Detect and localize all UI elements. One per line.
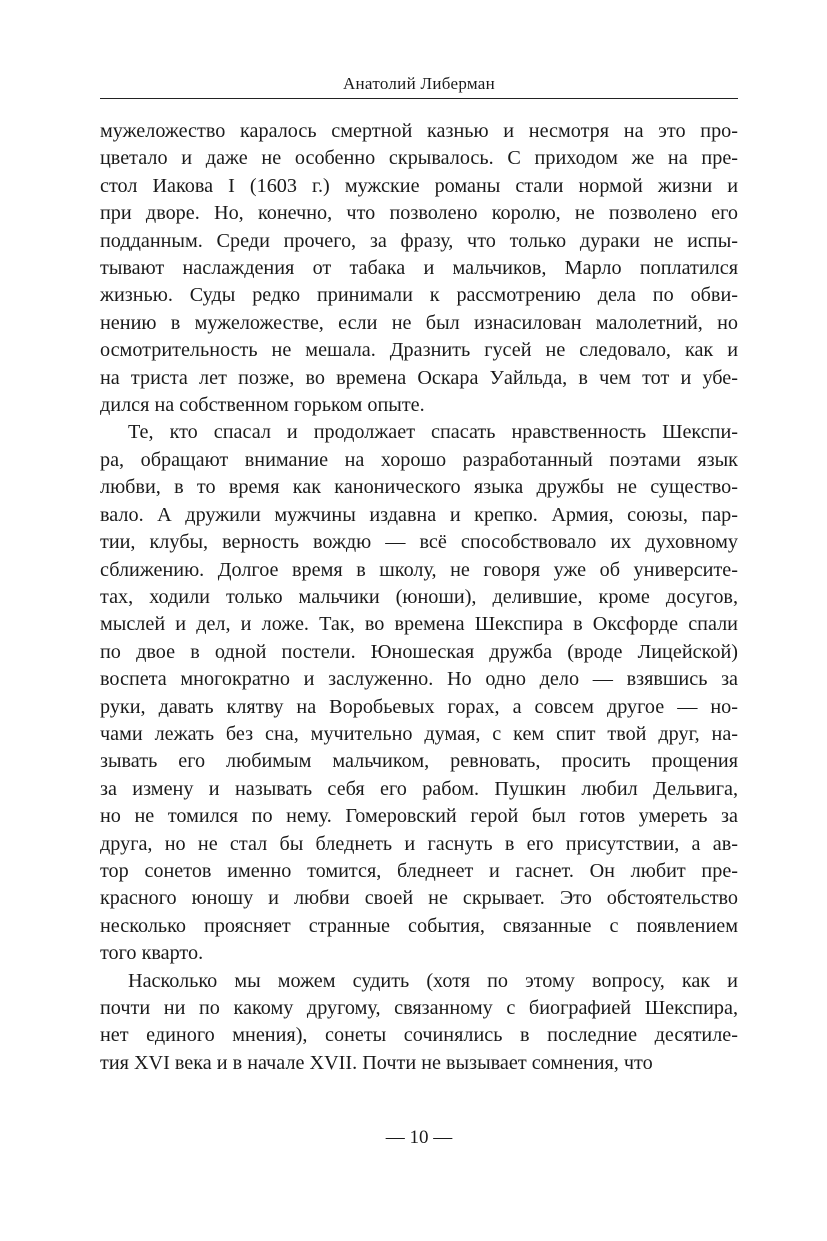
text-line: несколько проясняет странные события, связанные с появлением: [100, 914, 738, 937]
text-line: друга, но не стал бы бледнеть и гаснуть в его присутствии, а ав-: [100, 832, 738, 855]
text-line: любви, в то время как канонического языка дружбы не существо-: [100, 476, 738, 499]
text-line: того кварто.: [100, 942, 204, 965]
text-line: тах, ходили только мальчики (юноши), делившие, кроме досугов,: [100, 585, 738, 608]
text-line: по двое в одной постели. Юношеская дружба (вроде Лицейской): [100, 640, 738, 663]
text-line: стол Иакова I (1603 г.) мужские романы стали нормой жизни и: [100, 174, 738, 197]
text-line: сближению. Долгое время в школу, не говоря уже об университе-: [100, 558, 738, 581]
paragraph: [100, 118, 738, 419]
text-line: но не томился по нему. Гомеровский герой был готов умереть за: [100, 805, 738, 828]
text-line: тия XVI века и в начале XVII. Почти не вызывает сомнения, что: [100, 1051, 653, 1074]
text-line: нет единого мнения), сонеты сочинялись в последние десятиле-: [100, 1024, 738, 1047]
text-line: жизнью. Суды редко принимали к рассмотрению дела по обви-: [100, 284, 738, 307]
text-line: тии, клубы, верность вождю — всё способствовало их духовному: [100, 531, 738, 554]
text-line: на триста лет позже, во времена Оскара Уайльда, в чем тот и убе-: [100, 366, 738, 389]
text-line: чами лежать без сна, мучительно думая, с кем спит твой друг, на-: [100, 722, 738, 745]
text-line: дился на собственном горьком опыте.: [100, 394, 425, 417]
text-line: нению в мужеложестве, если не был изнасилован малолетний, но: [100, 311, 738, 334]
text-line: зывать его любимым мальчиком, ревновать, просить прощения: [100, 750, 738, 773]
text-line: воспета многократно и заслуженно. Но одно дело — взявшись за: [100, 668, 738, 691]
header-rule: [100, 98, 738, 99]
text-line: мужеложество каралось смертной казнью и несмотря на это про-: [100, 120, 738, 142]
text-line: цветало и даже не особенно скрывалось. С приходом же на пре-: [100, 147, 738, 170]
text-line: подданным. Среди прочего, за фразу, что только дураки не испы-: [100, 229, 738, 252]
paragraph: [100, 968, 738, 1078]
text-line: вало. А дружили мужчины издавна и крепко. Армия, союзы, пар-: [100, 503, 738, 526]
body-text: [100, 118, 738, 1077]
text-line: ра, обращают внимание на хорошо разработанный поэтами язык: [100, 448, 738, 471]
text-line: тор сонетов именно томится, бледнеет и гаснет. Он любит пре-: [100, 859, 738, 882]
text-line: Насколько мы можем судить (хотя по этому вопросу, как и: [128, 969, 738, 992]
text-line: Те, кто спасал и продолжает спасать нравственность Шекспи-: [128, 421, 738, 444]
running-head-author: Анатолий Либерман: [342, 74, 496, 93]
text-line: почти ни по какому другому, связанному с биографией Шекспира,: [100, 997, 738, 1019]
text-line: за измену и называть себя его рабом. Пушкин любил Дельвига,: [100, 777, 738, 800]
text-line: тывают наслаждения от табака и мальчиков, Марло поплатился: [100, 257, 738, 280]
text-line: красного юношу и любви своей не скрывает. Это обстоятельство: [100, 887, 738, 910]
text-line: руки, давать клятву на Воробьевых горах, а совсем другое — но-: [100, 695, 738, 718]
text-line: при дворе. Но, конечно, что позволено королю, не позволено его: [100, 202, 738, 225]
page-number: — 10 —: [385, 1127, 453, 1148]
text-line: осмотрительность не мешала. Дразнить гусей не следовало, как и: [100, 339, 738, 362]
text-line: мыслей и дел, и ложе. Так, во времена Шекспира в Оксфорде спали: [100, 613, 738, 636]
paragraph: [100, 419, 738, 967]
